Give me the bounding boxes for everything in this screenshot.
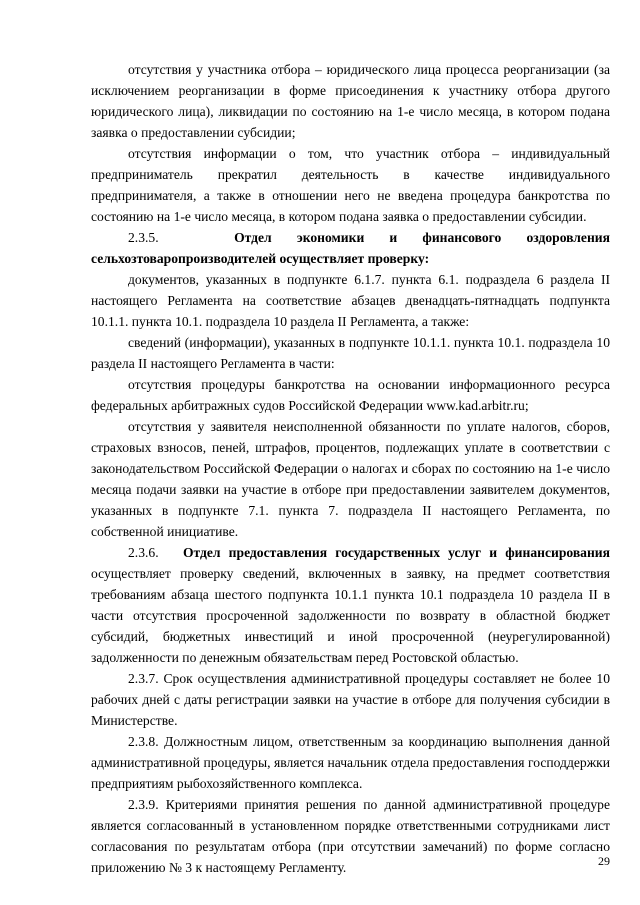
section-2-3-5	[91, 227, 610, 269]
page-number: 29	[598, 854, 610, 868]
paragraph-bankruptcy: отсутствия процедуры банкротства на основании информационного ресурса федеральных арбитражных судов Российской Федерации www.kad.arbitr.ru;	[91, 377, 610, 413]
section-bold-heading: Отдел экономики и финансового оздоровления сельхозтоваропроизводителей осуществляет проверку:	[91, 230, 610, 266]
section-number: 2.3.6.	[128, 545, 159, 560]
section-number: 2.3.5.	[128, 230, 159, 245]
section-bold-heading: Отдел предоставления государственных услуг и финансирования	[182, 545, 610, 560]
paragraph-reorganization: отсутствия у участника отбора – юридического лица процесса реорганизации (за исключением реорганизации в форме присоединения к участнику отбора другого юридического лица), ликвидации по состоянию на 1-е число месяца, в котором подана заявка о предоставлении субсидии;	[91, 62, 610, 140]
section-body: осуществляет проверку сведений, включенных в заявку, на предмет соответствия требованиям абзаца шестого подпункта 10.1.1 пункта 10.1 подраздела 10 раздела II в части отсутствия просроченной задолженности по возврату в областной бюджет субсидий, бюджетных инвестиций и иной просроченной (неурегулированной) задолженности по денежным обязательствам перед Ростовской областью.	[91, 566, 610, 665]
paragraph-documents: документов, указанных в подпункте 6.1.7. пункта 6.1. подраздела 6 раздела II настоящего Регламента на соответствие абзацев двенадцать-пятнадцать подпункта 10.1.1. пункта 10.1. подраздела 10 раздела II Регламента, а также:	[91, 272, 610, 329]
paragraph-entrepreneur: отсутствия информации о том, что участник отбора – индивидуальный предприниматель прекратил деятельность в качестве индивидуального предпринимателя, а также в отношении него не введена процедура банкротства по состоянию на 1-е число месяца, в котором подана заявка о предоставлении субсидии.	[91, 146, 610, 224]
section-2-3-6	[91, 542, 610, 668]
section-2-3-7: 2.3.7. Срок осуществления административной процедуры составляет не более 10 рабочих дней с даты регистрации заявки на участие в отборе для получения субсидии в Министерстве.	[91, 671, 610, 728]
section-2-3-8: 2.3.8. Должностным лицом, ответственным за координацию выполнения данной административной процедуры, является начальник отдела предоставления господдержки предприятиям рыбохозяйственного комплекса.	[91, 734, 610, 791]
section-2-3-9: 2.3.9. Критериями принятия решения по данной административной процедуре является согласованный в установленном порядке ответственными сотрудниками лист согласования по результатам отбора (при отсутствии замечаний) по форме согласно приложению № 3 к настоящему Регламенту.	[91, 797, 610, 875]
document-page	[91, 59, 610, 878]
paragraph-tax-obligations: отсутствия у заявителя неисполненной обязанности по уплате налогов, сборов, страховых взносов, пеней, штрафов, процентов, подлежащих уплате в соответствии с законодательством Российской Федерации о налогах и сборах по состоянию на 1-е число месяца подачи заявки на участие в отборе при предоставлении заявителем документов, указанных в подпункте 7.1. пункта 7. подраздела II настоящего Регламента, по собственной инициативе.	[91, 419, 610, 539]
paragraph-information: сведений (информации), указанных в подпункте 10.1.1. пункта 10.1. подраздела 10 раздела II настоящего Регламента в части:	[91, 335, 610, 371]
